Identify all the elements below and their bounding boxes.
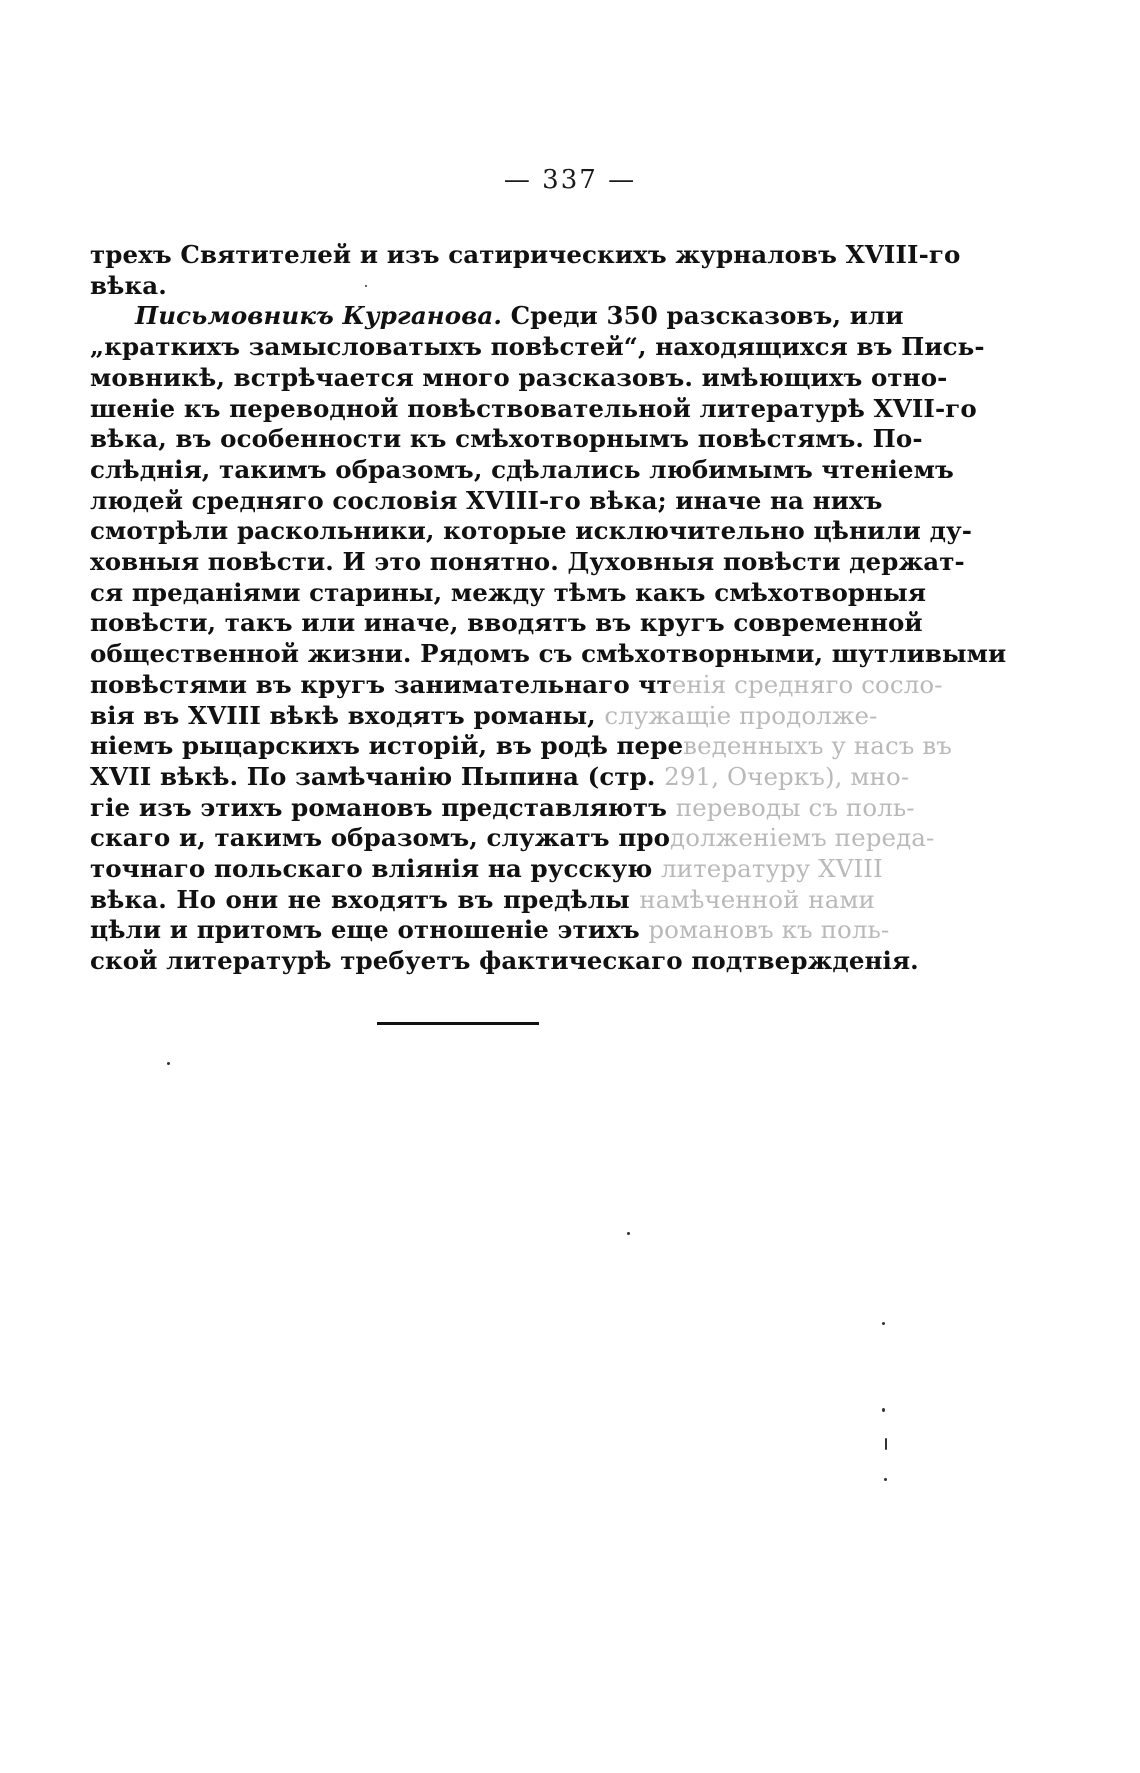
text-segment: скаго и, такимъ образомъ, служатъ про (90, 823, 671, 853)
body-text (90, 240, 1007, 977)
speck (627, 1232, 630, 1235)
end-rule (377, 1022, 539, 1025)
speck (882, 1408, 885, 1412)
text-segment: шеніе къ переводной повѣствовательной литературѣ XVII-го (90, 393, 977, 423)
text-segment: слѣднія, такимъ образомъ, сдѣлались любимымъ чтеніемъ (90, 454, 954, 484)
text-segment: романовъ къ поль- (648, 915, 890, 945)
text-segment: 291, Очеркъ), мно- (664, 761, 910, 791)
text-segment: вѣка. Но они не входятъ въ предѣлы (90, 884, 640, 914)
text-line (90, 823, 935, 854)
text-line (90, 731, 952, 762)
speck (365, 285, 367, 287)
text-line (90, 761, 910, 793)
text-segment: людей средняго сословія XVIII-го вѣка; иначе на нихъ (90, 485, 883, 515)
italic-heading: Письмовникъ Курганова. (135, 301, 502, 331)
text-segment: общественной жизни. Рядомъ съ смѣхотворными, шутливыми (90, 639, 1007, 669)
text-segment: вѣка, въ особенности къ смѣхотворнымъ повѣстямъ. По- (90, 424, 923, 454)
speck (167, 1062, 170, 1065)
text-segment: ніемъ рыцарскихъ исторій, въ родѣ пере (90, 731, 684, 761)
text-line (90, 424, 923, 455)
text-segment: цѣли и притомъ еще отношеніе этихъ (90, 915, 649, 945)
text-segment: енія средняго сосло- (671, 669, 943, 699)
text-segment: XVII вѣкѣ. По замѣчанію Пыпина (стр. (90, 761, 665, 791)
text-line (90, 669, 943, 701)
text-segment: повѣсти, такъ или иначе, вводятъ въ кругъ современной (90, 608, 923, 638)
text-line (90, 700, 878, 732)
text-segment: служащіе продолже- (604, 700, 878, 730)
text-line (90, 485, 883, 517)
text-line (90, 271, 875, 302)
text-line (90, 454, 954, 486)
speck (884, 1478, 887, 1481)
text-line (90, 792, 915, 824)
text-segment: веденныхъ у насъ въ (683, 731, 952, 761)
text-segment: „краткихъ замысловатыхъ повѣстей“, находящихся въ Пись- (90, 332, 985, 362)
text-line (90, 854, 883, 885)
text-line (90, 516, 973, 547)
text-segment: вія въ XVIII вѣкѣ входятъ романы, (90, 700, 605, 730)
text-line (90, 639, 1007, 670)
text-line (90, 393, 977, 425)
text-segment: ховныя повѣсти. И это понятно. Духовныя повѣсти держат- (90, 547, 965, 577)
text-line (90, 946, 919, 977)
text-line (90, 885, 875, 916)
text-line (90, 332, 985, 363)
text-line (90, 547, 965, 578)
text-line (90, 577, 927, 609)
text-segment: смотрѣли раскольники, которые исключительно цѣнили ду- (90, 516, 973, 546)
text-segment: ской литературѣ требуетъ фактическаго подтвержденія. (90, 946, 919, 976)
text-line (90, 301, 904, 332)
text-segment: трехъ Святителей и изъ сатирическихъ журналовъ XVIII-го (90, 240, 961, 269)
text-segment: повѣстями въ кругъ занимательнаго чт (90, 669, 672, 699)
speck (885, 1438, 887, 1450)
page-number: — 337 — (503, 165, 637, 195)
text-line (90, 240, 961, 271)
text-segment: долженіемъ переда- (670, 823, 935, 853)
text-segment: Среди 350 разсказовъ, или (501, 301, 904, 331)
text-line (90, 608, 923, 639)
text-segment: переводы съ поль- (675, 792, 915, 822)
text-segment: литературу XVIII (660, 854, 883, 884)
text-line (90, 362, 948, 394)
text-segment: вѣка. (90, 270, 167, 300)
text-segment: точнаго польскаго вліянія на русскую (90, 854, 661, 884)
text-segment: гіе изъ этихъ романовъ представляютъ (90, 792, 676, 822)
text-segment: намѣченной нами (639, 884, 875, 914)
text-segment: ся преданіями старины, между тѣмъ какъ смѣхотворныя (90, 577, 927, 607)
speck (882, 1322, 885, 1325)
text-line (90, 915, 890, 946)
text-segment: мовникѣ, встрѣчается много разсказовъ. имѣющихъ отно- (90, 362, 948, 392)
